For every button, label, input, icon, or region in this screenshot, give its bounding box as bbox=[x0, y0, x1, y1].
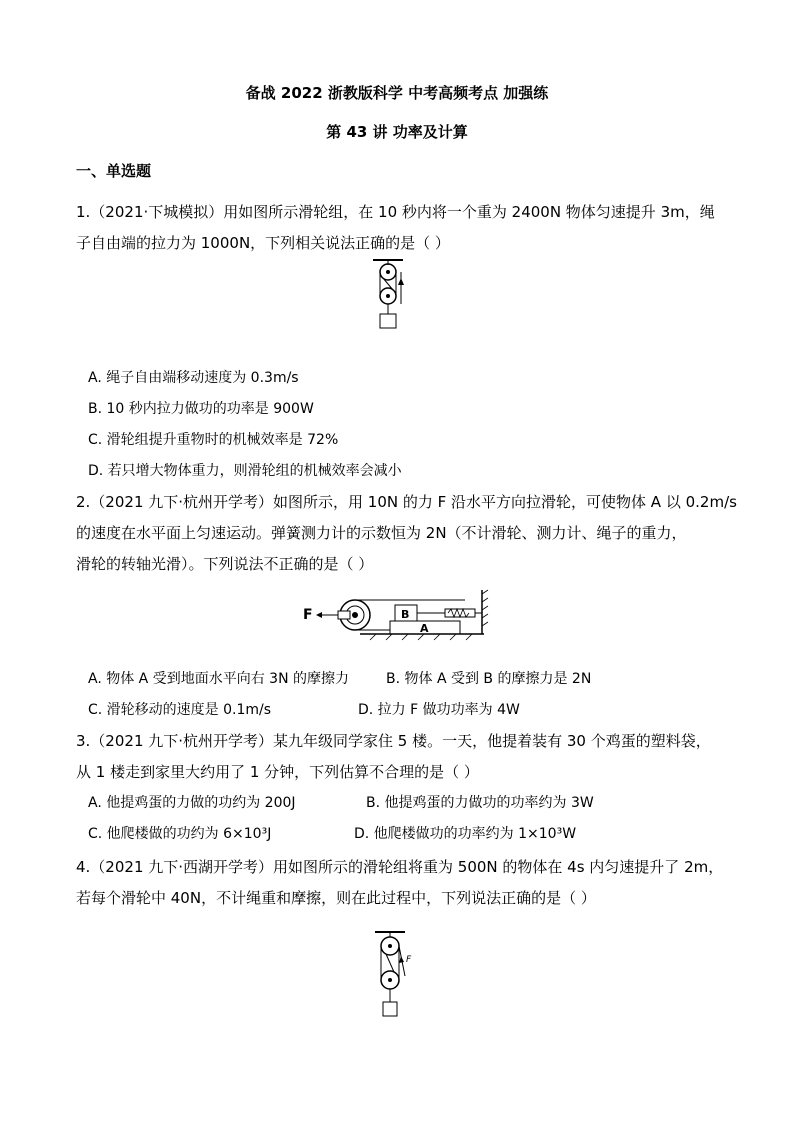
pulley-system-figure-1 bbox=[370, 258, 406, 346]
question-2-option-c: C. 滑轮移动的速度是 0.1m/s bbox=[88, 702, 272, 718]
question-1-option-c: C. 滑轮组提升重物时的机械效率是 72% bbox=[88, 432, 339, 448]
question-3-option-c: C. 他爬楼做的功约为 6×10³J bbox=[88, 826, 272, 842]
pulley-block-figure bbox=[300, 588, 490, 648]
question-1-line-1: 1.（2021·下城模拟）用如图所示滑轮组，在 10 秒内将一个重为 2400N 物体匀速提升 3m，绳 bbox=[76, 203, 715, 221]
question-2-option-a: A. 物体 A 受到地面水平向右 3N 的摩擦力 bbox=[88, 671, 349, 687]
question-3-option-b: B. 他提鸡蛋的力做功的功率约为 3W bbox=[366, 795, 594, 811]
question-3-line-2: 从 1 楼走到家里大约用了 1 分钟，下列估算不合理的是（ ） bbox=[76, 763, 479, 781]
document-title: 备战 2022 浙教版科学 中考高频考点 加强练 bbox=[245, 84, 549, 102]
question-2-line-2: 的速度在水平面上匀速运动。弹簧测力计的示数恒为 2N（不计滑轮、测力计、绳子的重力， bbox=[76, 524, 687, 542]
question-3-option-a: A. 他提鸡蛋的力做的功约为 200J bbox=[88, 795, 296, 811]
force-label-f: F bbox=[303, 607, 313, 623]
question-4-line-1: 4.（2021 九下·西湖开学考）用如图所示的滑轮组将重为 500N 的物体在 4s 内匀速提升了 2m， bbox=[76, 858, 724, 876]
question-3-line-1: 3.（2021 九下·杭州开学考）某九年级同学家住 5 楼。一天，他提着装有 30 个鸡蛋的塑料袋， bbox=[76, 732, 711, 750]
question-2-option-d: D. 拉力 F 做功功率为 4W bbox=[358, 702, 520, 718]
question-1-option-a: A. 绳子自由端移动速度为 0.3m/s bbox=[88, 370, 299, 386]
section-heading: 一、单选题 bbox=[76, 162, 152, 180]
block-a-label: A bbox=[420, 622, 429, 635]
question-1-option-d: D. 若只增大物体重力，则滑轮组的机械效率会减小 bbox=[88, 463, 402, 479]
question-3-option-d: D. 他爬楼做功的功率约为 1×10³W bbox=[354, 826, 577, 842]
question-2-line-1: 2.（2021 九下·杭州开学考）如图所示，用 10N 的力 F 沿水平方向拉滑轮，可使物体 A 以 0.2m/s bbox=[76, 493, 737, 511]
pulley-system-figure-2 bbox=[372, 930, 422, 1022]
block-b-label: B bbox=[401, 608, 410, 621]
question-2-line-3: 滑轮的转轴光滑）。下列说法不正确的是（ ） bbox=[76, 555, 374, 573]
lecture-title: 第 43 讲 功率及计算 bbox=[326, 123, 468, 141]
force-label-f-2: F bbox=[406, 955, 412, 965]
question-1-line-2: 子自由端的拉力为 1000N，下列相关说法正确的是（ ） bbox=[76, 234, 450, 252]
question-4-line-2: 若每个滑轮中 40N，不计绳重和摩擦，则在此过程中，下列说法正确的是（ ） bbox=[76, 889, 596, 907]
question-1-option-b: B. 10 秒内拉力做功的功率是 900W bbox=[88, 401, 314, 417]
question-2-option-b: B. 物体 A 受到 B 的摩擦力是 2N bbox=[386, 671, 592, 687]
